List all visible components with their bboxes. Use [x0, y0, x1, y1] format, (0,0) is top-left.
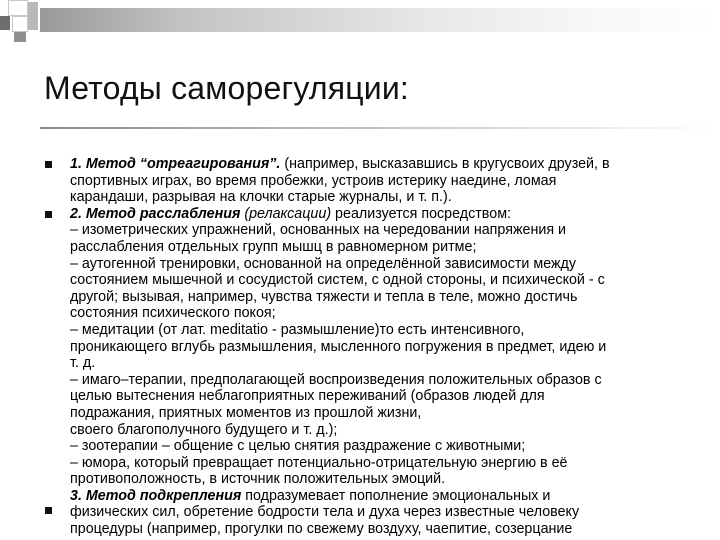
- title-divider: [40, 127, 720, 129]
- list-item-text: – зоотерапии – общение с целью снятия раздражение с животными;: [70, 438, 526, 455]
- list-item: [70, 488, 690, 538]
- method-heading: 1. Метод “отреагирования”.: [70, 156, 281, 172]
- list-item-text: подразумевает пополнение эмоциональных и: [241, 487, 551, 504]
- list-item-text: целью вытеснения неблагоприятных переживаний (образов людей для: [70, 388, 545, 405]
- list-item-text: – аутогенной тренировки, основанной на определённой зависимости между: [70, 255, 577, 272]
- list-item: [70, 206, 690, 488]
- page-title: Методы саморегуляции:: [44, 70, 410, 106]
- methods-list: [70, 156, 690, 538]
- deco-square: [0, 16, 10, 30]
- method-heading: 3. Метод подкрепления: [70, 487, 242, 504]
- bullet-marker: [45, 507, 52, 514]
- list-item-text: физических сил, обретение бодрости тела и духа через известные человеку: [70, 504, 580, 521]
- deco-square: [12, 16, 28, 32]
- list-item-text: процедуры (например, прогулки по свежему воздуху, чаепитие, созерцание: [70, 521, 573, 538]
- list-item: [70, 156, 690, 206]
- list-item-text: спортивных играх, во время пробежки, устроив истерику наедине, ломая: [70, 172, 557, 189]
- list-item-text: – изометрических упражнений, основанных на чередовании напряжения и: [70, 222, 567, 239]
- list-item-text: противоположность, в источник положительных эмоций.: [70, 471, 446, 488]
- list-item-text: реализуется посредством:: [331, 205, 511, 222]
- header-gradient-bar: [40, 8, 720, 32]
- list-item-text: т. д.: [70, 355, 96, 372]
- list-item-text: – юмора, который превращает потенциально-отрицательную энергию в её: [70, 454, 568, 471]
- list-item-text: – имаго–терапии, предполагающей воспроизведения положительных образов с: [70, 371, 602, 388]
- method-heading-note: (релаксации): [240, 205, 332, 222]
- deco-square: [28, 2, 38, 30]
- list-item-text: проникающего вглубь размышления, мысленного погружения в предмет, идею и: [70, 338, 607, 355]
- list-item-text: – медитации (от лат. meditatio - размышление)то есть интенсивного,: [70, 321, 525, 338]
- list-item-line: [70, 206, 690, 223]
- list-item-text: состоянием мышечной и сосудистой систем, с одной стороны, и психической - с: [70, 272, 605, 289]
- list-item-text: своего благополучного будущего и т. д.);: [70, 421, 338, 438]
- list-item-text: подражания, приятных моментов из прошлой жизни,: [70, 404, 422, 421]
- list-item-text: состояния психического покоя;: [70, 305, 276, 322]
- method-heading: 2. Метод расслабления: [70, 205, 241, 222]
- list-item-text: другой; вызывая, например, чувства тяжести и тепла в теле, можно достичь: [70, 288, 578, 305]
- list-item-line: [70, 488, 690, 505]
- bullet-marker: [45, 211, 52, 218]
- list-item-line: [70, 156, 690, 173]
- deco-square: [8, 0, 28, 16]
- list-item-text: (например, высказавшись в кругусвоих друзей, в: [280, 156, 610, 172]
- list-item-text: карандаши, разрывая на клочки старые журналы, и т. п.).: [70, 189, 452, 206]
- deco-square: [14, 32, 26, 42]
- bullet-marker: [45, 161, 52, 168]
- list-item-text: расслабления отдельных групп мышц в равномерном ритме;: [70, 238, 477, 255]
